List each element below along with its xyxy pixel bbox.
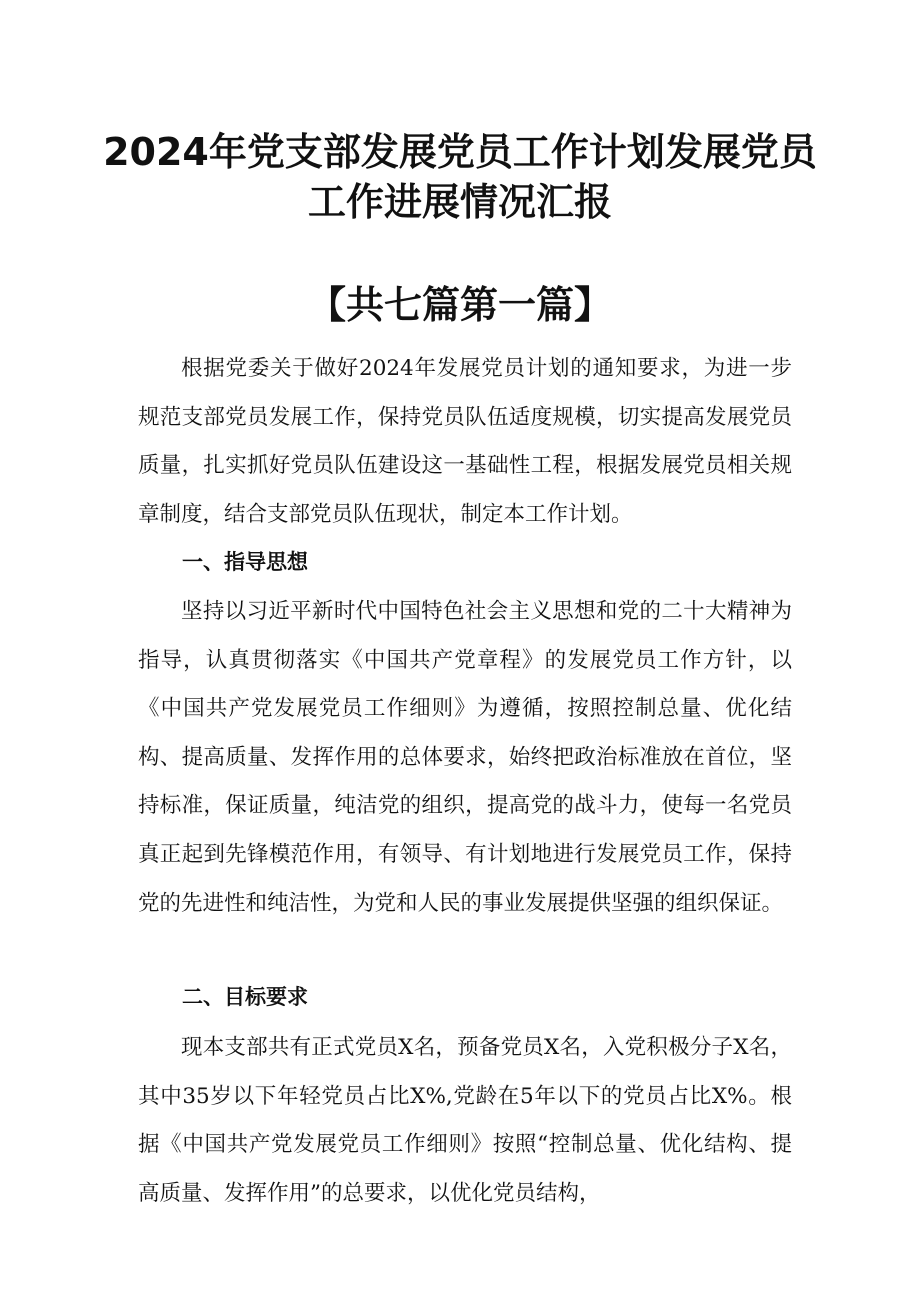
section-heading-guiding-ideology: 一、指导思想: [182, 550, 308, 574]
document-subtitle: 【共七篇第一篇】: [307, 283, 612, 327]
document-title-line-1: 2024年党支部发展党员工作计划发展党员: [103, 130, 817, 174]
section-paragraph-guiding-ideology: 坚持以习近平新时代中国特色社会主义思想和党的二十大精神为指导，认真贯彻落实《中国共产党章程》的发展党员工作方针，以《中国共产党发展党员工作细则》为遵循，按照控制总量、优化结构、提高质量、发挥作用的总体要求，始终把政治标准放在首位，坚持标准，保证质量，纯洁党的组织，提高党的战斗力，使每一名党员真正起到先锋模范作用，有领导、有计划地进行发展党员工作，保持党的先进性和纯洁性，为党和人民的事业发展提供坚强的组织保证。: [138, 599, 792, 916]
section-paragraph-goals: 现本支部共有正式党员X名，预备党员X名，入党积极分子X名，其中35岁以下年轻党员占比X%,党龄在5年以下的党员占比X%。根据《中国共产党发展党员工作细则》按照“控制总量、优化结构、提高质量、发挥作用”的总要求，以优化党员结构，: [138, 1035, 792, 1206]
section-heading-goals: 二、目标要求: [182, 985, 308, 1009]
intro-paragraph: 根据党委关于做好2024年发展党员计划的通知要求，为进一步规范支部党员发展工作，保持党员队伍适度规模，切实提高发展党员质量，扎实抓好党员队伍建设这一基础性工程，根据发展党员相关规章制度，结合支部党员队伍现状，制定本工作计划。: [138, 356, 792, 527]
document-title-line-2: 工作进展情况汇报: [307, 180, 612, 224]
